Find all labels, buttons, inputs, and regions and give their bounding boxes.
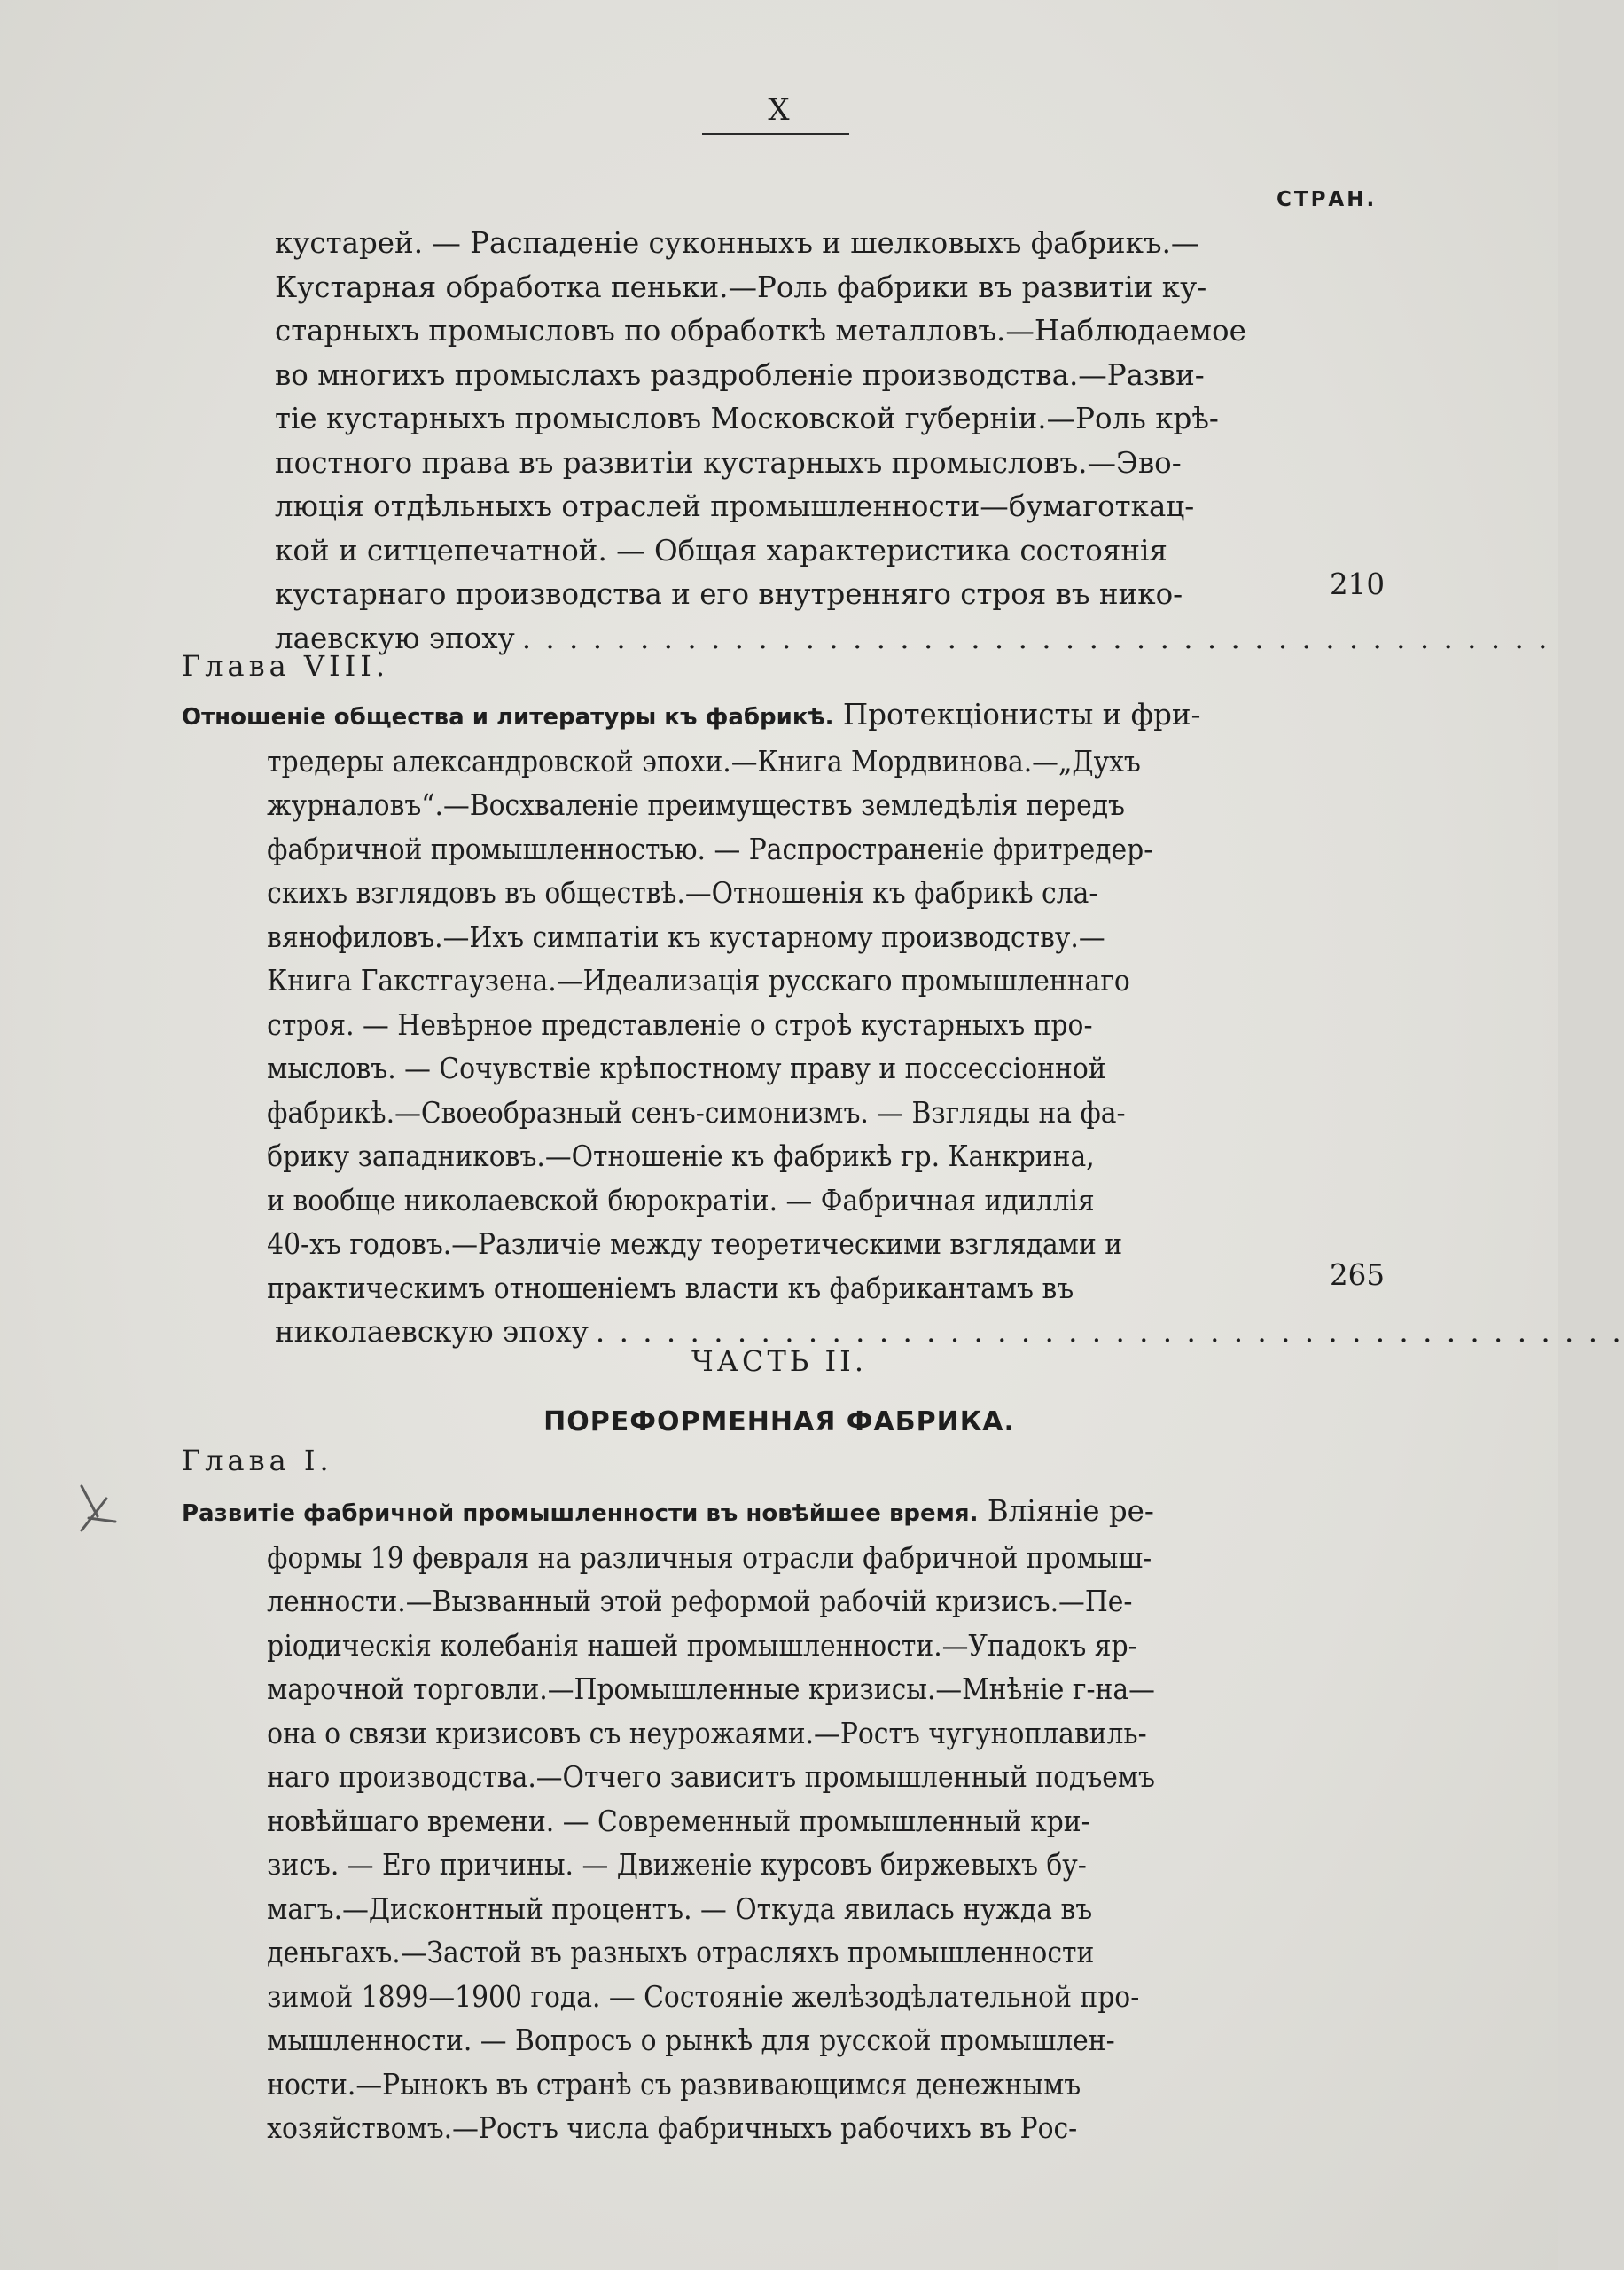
text-line: скихъ взглядовъ въ обществѣ.—Отношенія къ фабрикѣ сла- xyxy=(267,876,1098,910)
chapter-1-label: Глава I. xyxy=(182,1444,333,1477)
text-line: тіе кустарныхъ промысловъ Московской губерніи.—Роль крѣ- xyxy=(275,402,1219,435)
chapter-8-label: Глава VIII. xyxy=(182,649,390,683)
leader-dots: . . . . . . . . . . . . . . . . . . . . . . . . . . . . . . . . . . . . . . . . . . . . xyxy=(521,621,1550,655)
text-line: тредеры александровской эпохи.—Книга Мордвинова.—„Духъ xyxy=(267,744,1141,779)
page-ref-210: 210 xyxy=(1330,568,1386,601)
text-line: во многихъ промыслахъ раздробленіе производства.—Разви- xyxy=(275,357,1205,392)
text-line: деньгахъ.—Застой въ разныхъ отрасляхъ промышленности xyxy=(267,1936,1095,1969)
text-line: фабричной промышленностью. — Распространеніе фритредер- xyxy=(267,832,1153,866)
text-line: марочной торговли.—Промышленные кризисы.—Мнѣніе г-на— xyxy=(267,1672,1155,1706)
text-line: магъ.—Дисконтный процентъ. — Откуда явилась нужда въ xyxy=(267,1891,1093,1926)
chapter-1-summary xyxy=(182,1490,1290,2151)
text-line: зисъ. — Его причины. — Движеніе курсовъ биржевыхъ бу- xyxy=(267,1848,1087,1882)
text-line-last xyxy=(275,617,1550,661)
part-2-subtitle: ПОРЕФОРМЕННАЯ ФАБРИКА. xyxy=(543,1406,1015,1437)
text-line-first xyxy=(182,1490,1290,1537)
text-line: брику западниковъ.—Отношеніе къ фабрикѣ гр. Канкрина, xyxy=(267,1139,1095,1173)
text-line: ріодическія колебанія нашей промышленности.—Упадокъ яр- xyxy=(267,1628,1137,1663)
text-line: наго производства.—Отчего зависитъ промышленный подъемъ xyxy=(267,1760,1155,1794)
text-line: вянофиловъ.—Ихъ симпатіи къ кустарному производству.— xyxy=(267,920,1105,954)
text-line: старныхъ промысловъ по обработкѣ металловъ.—Наблюдаемое xyxy=(275,314,1246,348)
text-line: практическимъ отношеніемъ власти къ фабрикантамъ въ xyxy=(267,1271,1074,1305)
text-line: 40-хъ годовъ.—Различіе между теоретическими взглядами и xyxy=(267,1227,1123,1261)
text-line-first xyxy=(182,693,1290,740)
text-line: она о связи кризисовъ съ неурожаями.—Ростъ чугуноплавиль- xyxy=(267,1716,1147,1750)
text-line: постного права въ развитіи кустарныхъ промысловъ.—Эво- xyxy=(275,445,1182,480)
text-line: кустарей. — Распаденіе суконныхъ и шелковыхъ фабрикъ.— xyxy=(275,226,1200,260)
text-line: зимой 1899—1900 года. — Состояніе желѣзодѣлательной про- xyxy=(267,1979,1140,2014)
pencil-mark-icon xyxy=(66,1479,128,1541)
header-rule xyxy=(702,133,849,135)
text-fragment: Протекціонисты и фри- xyxy=(833,698,1201,732)
text-fragment: Вліяніе ре- xyxy=(978,1494,1154,1528)
text-line: ленности.—Вызванный этой реформой рабочій кризисъ.—Пе- xyxy=(267,1585,1133,1618)
part-2-title: ЧАСТЬ II. xyxy=(691,1344,867,1378)
text-line: кустарнаго производства и его внутренняго строя въ нико- xyxy=(275,577,1183,611)
page-ref-265: 265 xyxy=(1330,1258,1386,1292)
text-line: Кустарная обработка пеньки.—Роль фабрики въ развитіи ку- xyxy=(275,270,1207,304)
text-line: кой и ситцепечатной. — Общая характеристика состоянія xyxy=(275,533,1167,568)
text-line: журналовъ“.—Восхваленіе преимуществъ земледѣлія передъ xyxy=(267,788,1126,822)
page-number-roman: X xyxy=(768,92,791,128)
chapter-title: Развитіе фабричной промышленности въ новѣйшее время. xyxy=(182,1500,979,1527)
page-column-label: СТРАН. xyxy=(1277,188,1378,211)
text-line: лаевскую эпоху xyxy=(275,621,515,655)
text-line: Книга Гакстгаузена.—Идеализація русскаго промышленнаго xyxy=(267,964,1130,998)
text-line: формы 19 февраля на различныя отрасли фабричной промыш- xyxy=(267,1540,1152,1575)
text-line: ности.—Рынокъ въ странѣ съ развивающимся денежнымъ xyxy=(267,2067,1081,2102)
leader-dots: . . . . . . . . . . . . . . . . . . . . . . . . . . . . . . . . . . . . . . . . . . . . xyxy=(595,1315,1624,1349)
text-line: новѣйшаго времени. — Современный промышленный кри- xyxy=(267,1804,1090,1838)
text-line: мысловъ. — Сочувствіе крѣпостному праву и поссессіонной xyxy=(267,1052,1106,1085)
text-line: фабрикѣ.—Своеобразный сенъ-симонизмъ. — Взгляды на фа- xyxy=(267,1095,1126,1130)
chapter-title: Отношеніе общества и литературы къ фабрикѣ. xyxy=(182,704,834,731)
text-line: люція отдѣльныхъ отраслей промышленности—бумаготкац- xyxy=(275,489,1195,523)
text-line: и вообще николаевской бюрократіи. — Фабричная идиллія xyxy=(267,1183,1095,1217)
text-line: хозяйствомъ.—Ростъ числа фабричныхъ рабочихъ въ Рос- xyxy=(267,2111,1078,2145)
text-line: николаевскую эпоху xyxy=(275,1315,589,1349)
text-line: мышленности. — Вопросъ о рынкѣ для русской промышлен- xyxy=(267,2023,1115,2057)
text-line: строя. — Невѣрное представленіе о строѣ кустарныхъ про- xyxy=(267,1007,1093,1042)
